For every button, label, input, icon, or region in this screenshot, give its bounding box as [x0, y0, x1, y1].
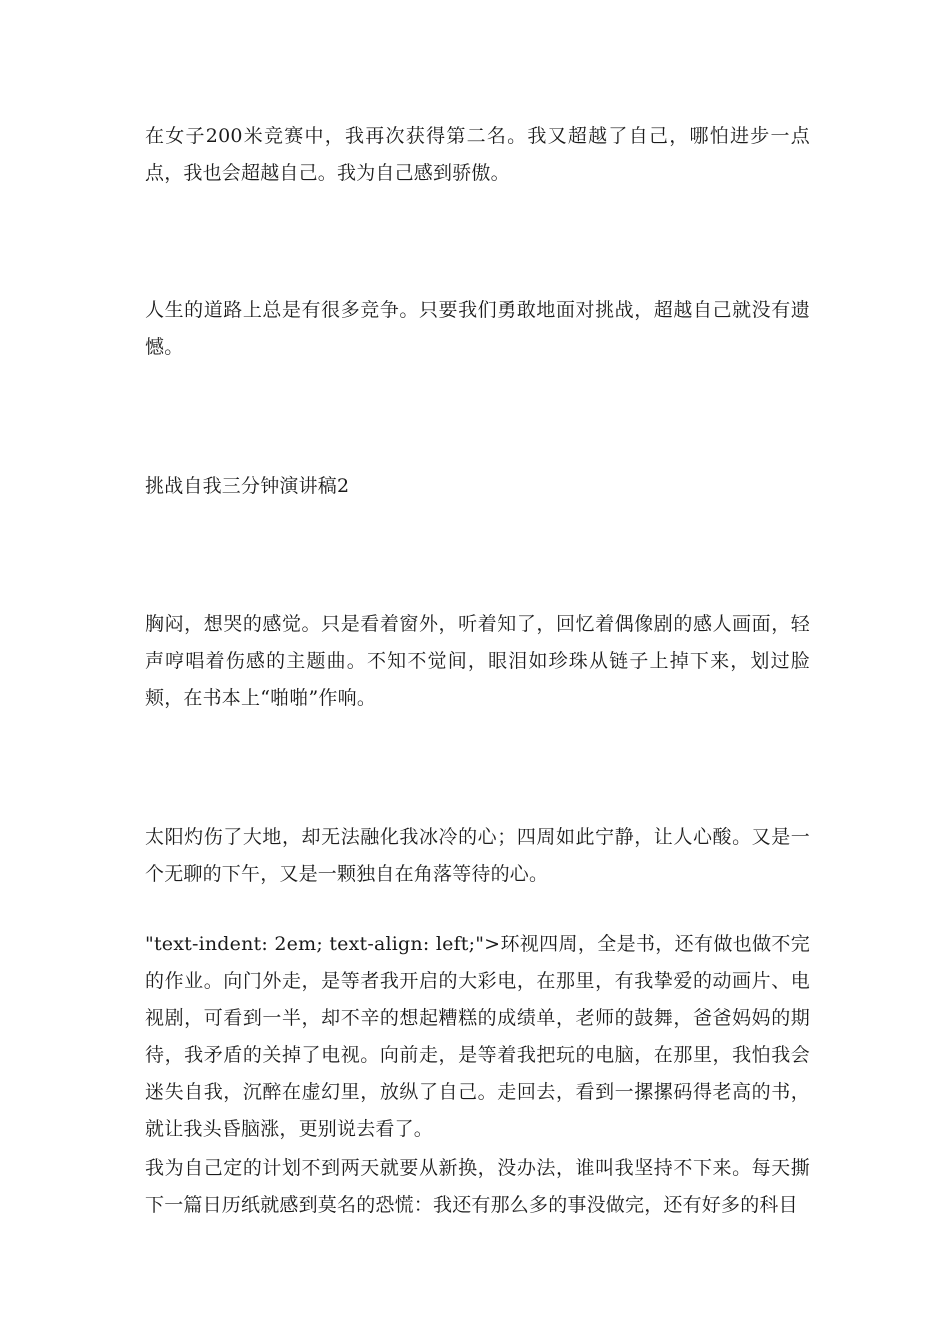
paragraph-life-competition: 人生的道路上总是有很多竞争。只要我们勇敢地面对挑战，超越自己就没有遗憾。	[145, 299, 810, 358]
section-heading: 挑战自我三分钟演讲稿2	[145, 475, 350, 497]
paragraph-200m-race: 在女子200米竞赛中，我再次获得第二名。我又超越了自己，哪怕进步一点点，我也会超越自己。我为自己感到骄傲。	[145, 125, 810, 184]
paragraph-window-tears: 胸闷，想哭的感觉。只是看着窗外，听着知了，回忆着偶像剧的感人画面，轻声哼唱着伤感的主题曲。不知不觉间，眼泪如珍珠从链子上掉下来，划过脸颊，在书本上“啪啪”作响。	[145, 613, 810, 709]
paragraph-look-around: "text-indent: 2em; text-align: left;">环视四周，全是书，还有做也做不完的作业。向门外走，是等者我开启的大彩电，在那里，有我挚爱的动画片、电视剧，可看到一半，却不辛的想起糟糕的成绩单，老师的鼓舞，爸爸妈妈的期待，我矛盾的关掉了电视。向前走，是等着我把玩的电脑，在那里，我怕我会迷失自我，沉醉在虚幻里，放纵了自己。走回去，看到一摞摞码得老高的书，就让我头昏脑涨，更别说去看了。	[145, 933, 810, 1140]
paragraph-plan: 我为自己定的计划不到两天就要从新换，没办法，谁叫我坚持不下来。每天撕下一篇日历纸就感到莫名的恐慌：我还有那么多的事没做完，还有好多的科目	[145, 1157, 810, 1216]
paragraph-sun-heart: 太阳灼伤了大地，却无法融化我冰冷的心；四周如此宁静，让人心酸。又是一个无聊的下午，又是一颗独自在角落等待的心。	[145, 826, 810, 885]
